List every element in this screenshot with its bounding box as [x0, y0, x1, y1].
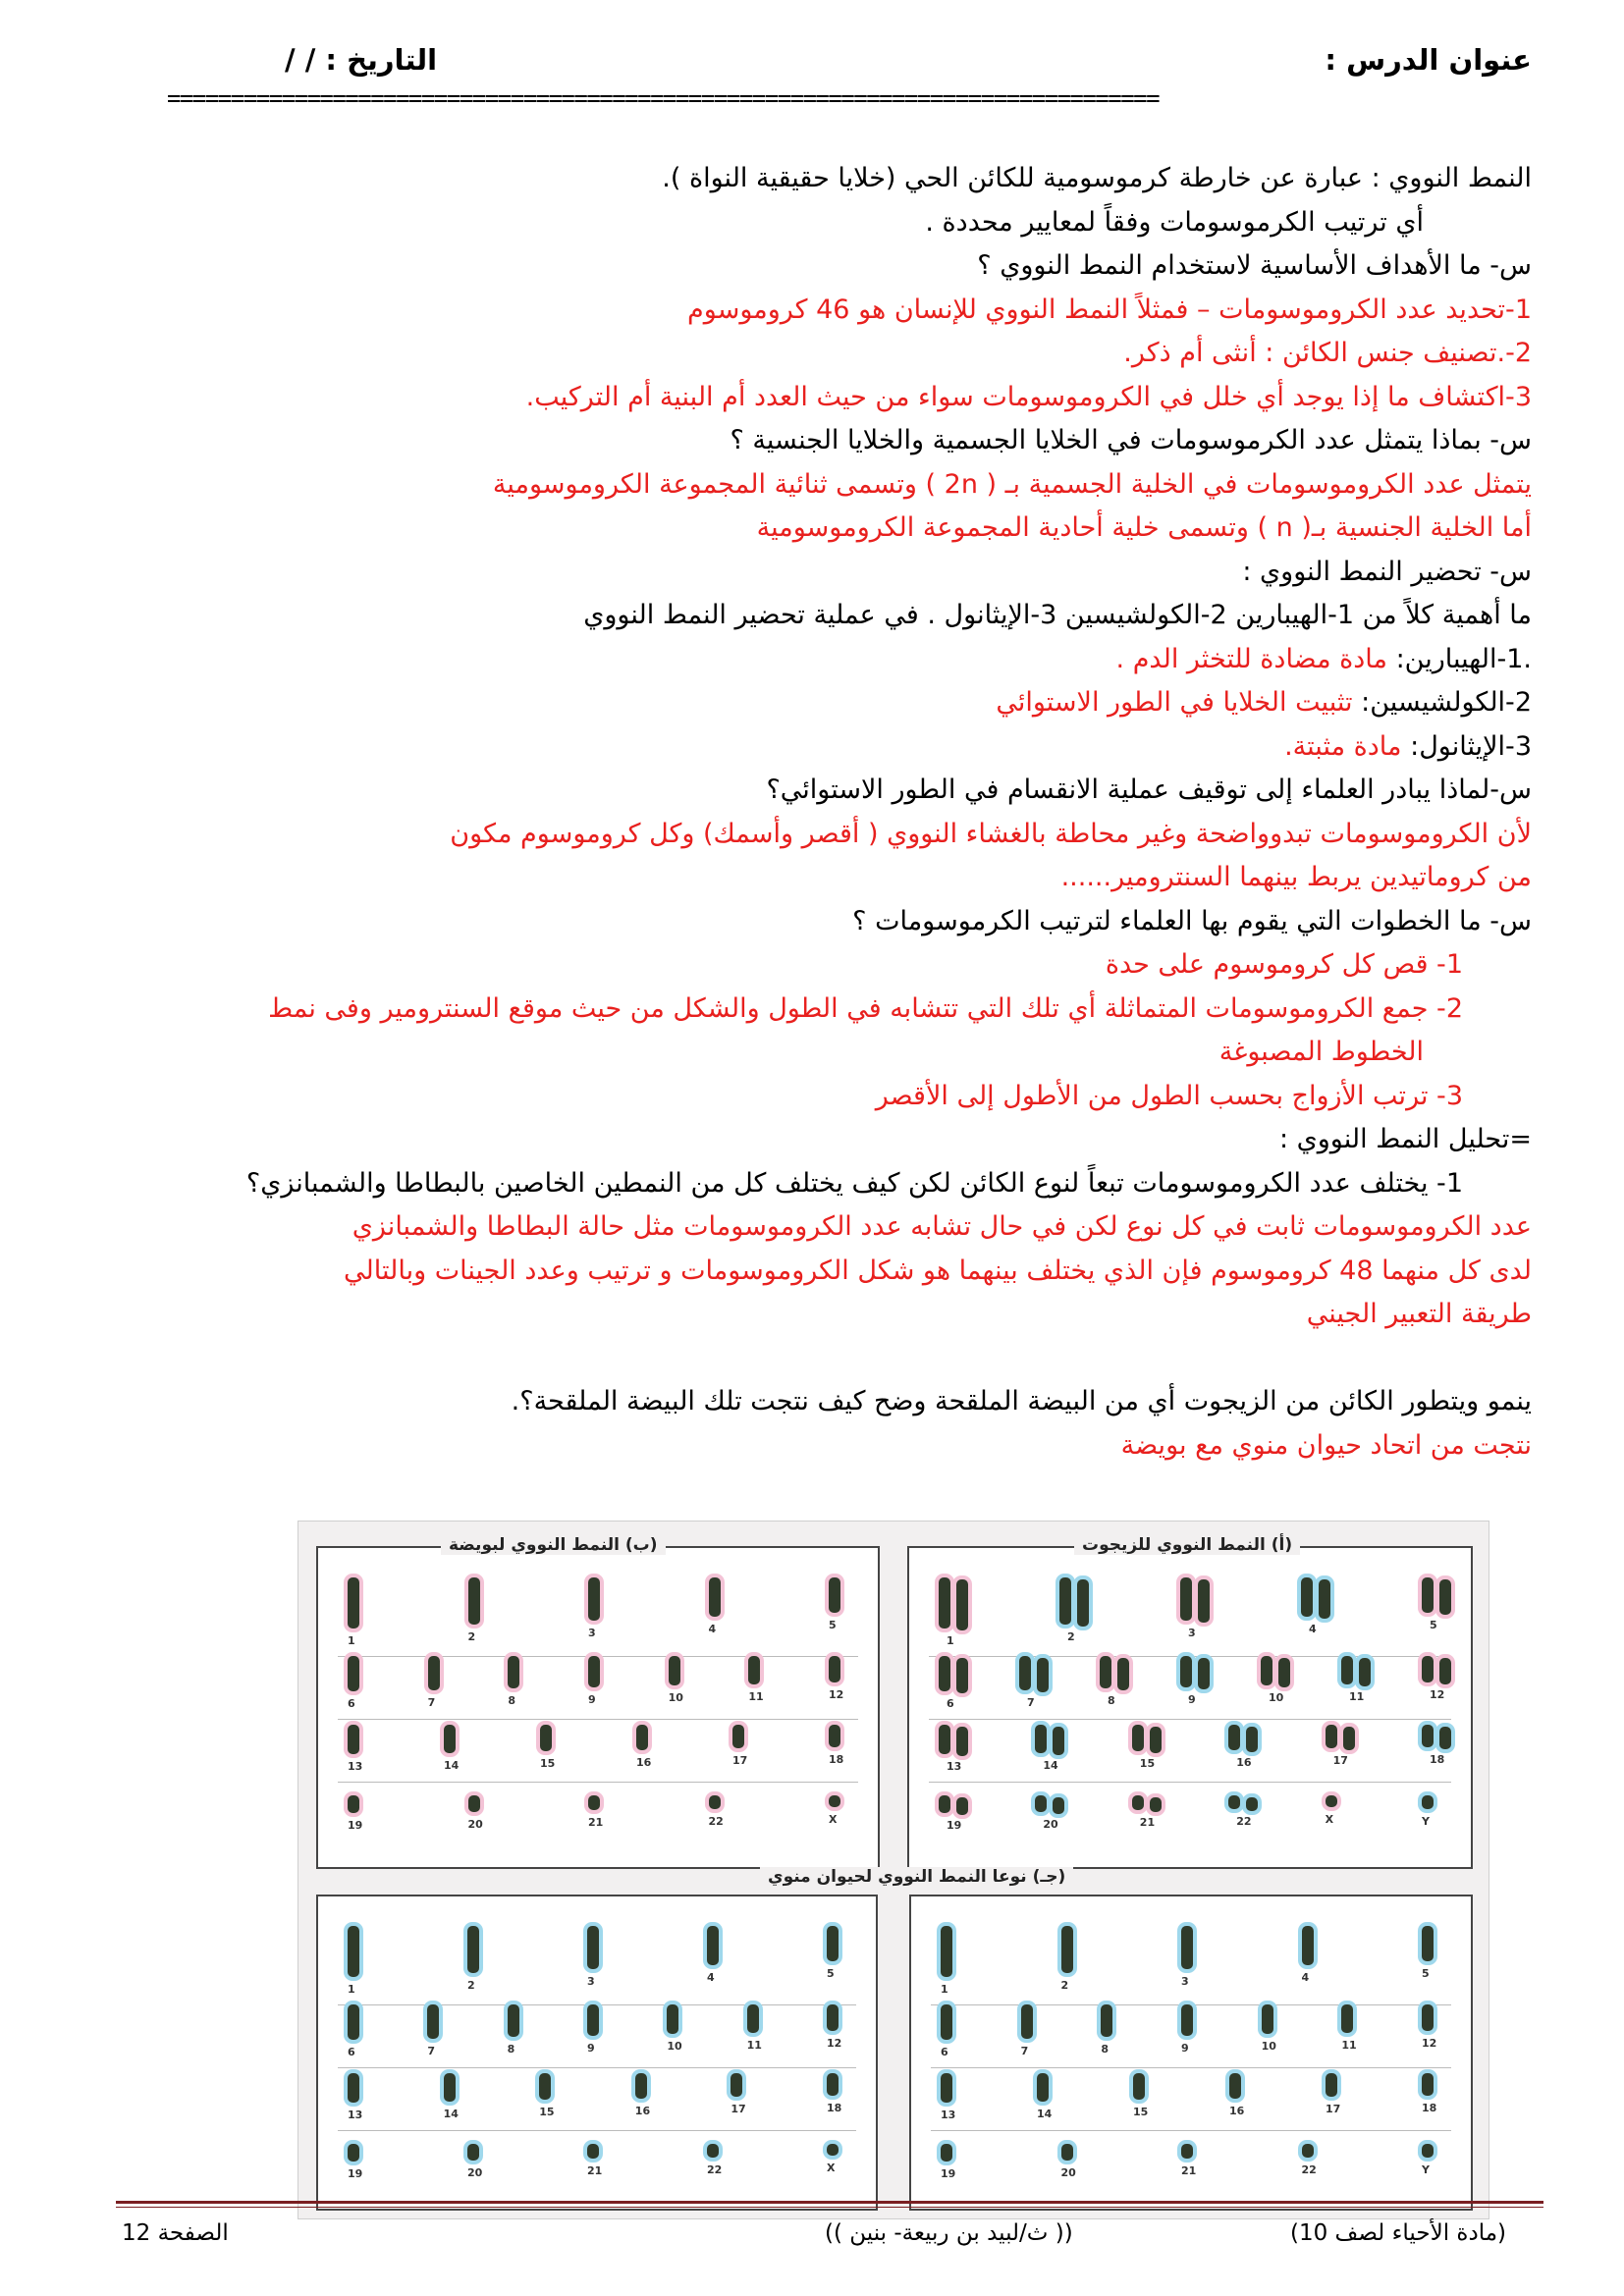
chromosome-number: 8	[508, 1694, 515, 1707]
chromosome	[1181, 2004, 1193, 2036]
chromosome-number: 9	[587, 2041, 595, 2055]
chromosome-number: 6	[348, 1697, 355, 1710]
chromosome	[348, 2004, 359, 2040]
chromosome	[1229, 2073, 1241, 2099]
chromosome-number: 18	[1430, 1752, 1445, 1766]
chromosome	[1198, 1579, 1210, 1623]
chromosome-number: 20	[467, 2165, 483, 2179]
karyotype-figure	[298, 1521, 1489, 2219]
chromosome	[1422, 1795, 1434, 1809]
chromosome-number: 11	[746, 2038, 762, 2052]
chromosome-number: 9	[1188, 1692, 1196, 1706]
chromosome-number: 16	[1236, 1755, 1252, 1769]
chromosome	[468, 1795, 480, 1812]
row-divider	[338, 2130, 856, 2131]
chromosome-number: 8	[507, 2043, 515, 2056]
chromosome	[587, 2144, 599, 2159]
chromosome-number: 20	[1043, 1817, 1058, 1831]
answer-line: لأن الكروموسومات تبدوواضحة وغير محاطة بالغشاء النووي ( أقصر وأسمك) وكل كروموسوم مكون	[450, 818, 1532, 849]
chromosome	[1077, 1579, 1089, 1627]
karyotype-panel-sperm-y	[909, 1895, 1473, 2211]
chromosome	[1061, 2144, 1073, 2161]
panel-title-egg: (ب) النمط النووي لبويضة	[441, 1535, 666, 1555]
chromosome	[939, 1656, 950, 1691]
chromosome	[747, 2004, 759, 2033]
chromosome	[1117, 1658, 1129, 1690]
chromosome	[1326, 2073, 1337, 2097]
chromosome	[588, 1795, 600, 1810]
answer-line: 1-تحديد عدد الكروموسومات – فمثلاً النمط النووي للإنسان هو 46 كروموسوم	[687, 294, 1532, 325]
footer-rule	[116, 2201, 1543, 2204]
chromosome-number: 7	[1020, 2044, 1029, 2057]
row-divider	[931, 2067, 1451, 2068]
row-divider	[338, 1719, 858, 1720]
chromosome	[1037, 2073, 1049, 2102]
chromosome-number: 15	[540, 1757, 556, 1770]
chromosome	[1301, 1577, 1313, 1617]
chromosome	[1180, 1577, 1192, 1621]
chromosome-number: 17	[1326, 2103, 1341, 2115]
chromosome-number: 8	[1108, 1694, 1115, 1707]
chromosome	[1180, 1656, 1192, 1687]
chromosome	[428, 1656, 440, 1690]
chromosome	[348, 1725, 359, 1754]
chromosome	[1422, 1725, 1434, 1747]
karyotype-panel-sperm-x	[316, 1895, 878, 2211]
chromosome-number: 12	[1430, 1688, 1445, 1701]
header-separator: ==============================================================================	[167, 84, 1160, 112]
karyotype-panel-zygote	[907, 1546, 1473, 1869]
chromosome	[467, 1926, 479, 1973]
chromosome	[348, 1926, 359, 1977]
chromosome	[1037, 1658, 1049, 1692]
chromosome	[1422, 1656, 1434, 1682]
lesson-title-label: عنوان الدرس :	[1325, 43, 1532, 77]
chromosome	[1326, 1725, 1337, 1748]
chromosome	[348, 1795, 359, 1813]
chromosome-number: 10	[1261, 2040, 1276, 2053]
chromosome-number: 16	[1229, 2104, 1245, 2117]
chromosome	[827, 2004, 839, 2031]
chromosome	[941, 2144, 952, 2162]
chromosome	[707, 2144, 719, 2158]
chromosome	[427, 2004, 439, 2039]
chromosome	[508, 1656, 519, 1688]
chromosome	[468, 1577, 480, 1625]
chromosome-number: 6	[947, 1697, 954, 1710]
chromosome	[956, 1658, 968, 1693]
chromosome-number: 3	[588, 1627, 596, 1639]
date-label: التاريخ : / /	[285, 43, 438, 77]
chromosome	[1061, 1926, 1073, 1973]
chromosome-number: 15	[1133, 2106, 1149, 2118]
chromosome	[1059, 1577, 1071, 1625]
chromosome	[1035, 1725, 1047, 1753]
chromosome-number: 4	[1309, 1623, 1317, 1635]
chromosome-number: 18	[827, 2101, 842, 2114]
chromosome	[1021, 2004, 1033, 2039]
chromosome	[1053, 1727, 1064, 1755]
chromosome-number: 22	[1301, 2163, 1317, 2176]
chromosome-number: 11	[1341, 2038, 1357, 2052]
footer-rule-thin	[116, 2207, 1543, 2208]
chromosome-number: 12	[829, 1688, 844, 1701]
chromosome	[348, 1577, 359, 1629]
chromosome-number: 5	[1430, 1619, 1437, 1631]
chromosome-number: 22	[1236, 1814, 1252, 1828]
answer-line: 3- ترتب الأزواج بحسب الطول من الأطول إلى الأقصر	[875, 1080, 1463, 1111]
chromosome-number: 19	[947, 1819, 962, 1832]
chromosome-number: 14	[444, 1758, 460, 1772]
chromosome-number: 21	[587, 2164, 603, 2177]
answer-line: لدى كل منهما 48 كروموسوم فإن الذي يختلف بينهما هو شكل الكروموسومات و ترتيب وعدد الجينات وبالتالي	[344, 1255, 1532, 1286]
footer-school: (( ث/لبيد بن ربيعة- بنين ))	[825, 2220, 1073, 2246]
chromosome-number: 17	[732, 1754, 748, 1767]
chromosome-number: 13	[947, 1760, 962, 1773]
chromosome	[508, 2004, 519, 2037]
chromosome	[667, 2004, 678, 2034]
chromosome-number: 4	[707, 1971, 715, 1984]
chromosome-number: 1	[947, 1634, 954, 1647]
chromosome	[1246, 1797, 1258, 1811]
chromosome	[1261, 1656, 1272, 1685]
chromosome-number: 21	[1139, 1816, 1156, 1829]
chromosome	[1439, 1579, 1451, 1615]
chromosome	[444, 1725, 456, 1753]
chromosome	[1422, 1577, 1434, 1613]
chromosome	[588, 1577, 600, 1621]
chromosome	[348, 2144, 359, 2162]
chromosome-number: 10	[668, 1691, 683, 1704]
chromosome	[1326, 1795, 1337, 1807]
chromosome	[829, 1656, 840, 1682]
chromosome-number: 17	[731, 2103, 746, 2115]
chromosome	[829, 1795, 840, 1807]
row-divider	[931, 2130, 1451, 2131]
chromosome-number: 7	[427, 2044, 435, 2057]
answer-line: نتجت من اتحاد حيوان منوي مع بويضة	[1120, 1429, 1532, 1461]
text-line: =تحليل النمط النووي :	[1278, 1124, 1532, 1154]
def-line: 2-الكولشيسين: تثبيت الخلايا في الطور الاستوائي	[996, 687, 1532, 718]
chromosome	[1053, 1797, 1064, 1814]
chromosome	[1422, 1926, 1434, 1961]
chromosome	[636, 1725, 648, 1750]
chromosome	[1150, 1727, 1162, 1753]
chromosome	[1019, 1656, 1031, 1690]
chromosome	[956, 1797, 968, 1815]
chromosome-number: 5	[829, 1619, 837, 1631]
answer-line: أما الخلية الجنسية بـ( n ) وتسمى خلية أحادية المجموعة الكروموسومية	[756, 512, 1532, 543]
text-line	[157, 1337, 1532, 1381]
answer-line: عدد الكروموسومات ثابت في كل نوع لكن في حال تشابه عدد الكروموسومات مثل حالة البطاطا والشمبانزي	[352, 1211, 1532, 1242]
text-line: أي ترتيب الكرموسومات وفقاً لمعايير محددة .	[925, 206, 1424, 238]
chromosome-number: 20	[467, 1817, 483, 1831]
chromosome	[827, 2144, 839, 2156]
chromosome-number: 7	[427, 1695, 436, 1709]
chromosome-number: 21	[588, 1816, 604, 1829]
chromosome	[587, 1926, 599, 1969]
chromosome	[1132, 1725, 1144, 1751]
chromosome	[635, 2073, 647, 2099]
chromosome	[1319, 1579, 1330, 1619]
answer-line: 2-.تصنيف جنس الكائن : أنثى أم ذكر.	[1123, 338, 1532, 368]
chromosome	[939, 1795, 950, 1813]
chromosome-number: 15	[539, 2106, 555, 2118]
chromosome	[1035, 1795, 1047, 1812]
chromosome	[444, 2073, 456, 2102]
chromosome	[956, 1727, 968, 1756]
chromosome-number: 13	[348, 1760, 363, 1773]
chromosome	[539, 2073, 551, 2100]
text-line: س- ما الخطوات التي يقوم بها العلماء لترتيب الكرموسومات ؟	[852, 905, 1532, 936]
chromosome	[1422, 2073, 1434, 2096]
text-line: س-لماذا يبادر العلماء إلى توقيف عملية الانقسام في الطور الاستوائي؟	[766, 774, 1532, 805]
chromosome-number: 14	[1043, 1758, 1058, 1772]
chromosome-number: 1	[348, 1634, 355, 1647]
chromosome-number: 12	[827, 2037, 842, 2050]
chromosome-number: 9	[1181, 2041, 1189, 2055]
chromosome	[1302, 1926, 1314, 1965]
text-line: س- ما الأهداف الأساسية لاستخدام النمط النووي ؟	[977, 250, 1532, 281]
answer-line: 3-اكتشاف ما إذا يوجد أي خلل في الكروموسومات سواء من حيث العدد أم البنية أم التركيب.	[525, 381, 1532, 412]
chromosome-number: 3	[587, 1975, 595, 1988]
chromosome	[1228, 1795, 1240, 1809]
chromosome-number: 16	[634, 2104, 651, 2117]
chromosome	[709, 1577, 721, 1617]
chromosome	[669, 1656, 680, 1685]
chromosome	[1341, 1656, 1353, 1684]
chromosome	[941, 2004, 952, 2040]
chromosome	[1439, 1727, 1451, 1749]
row-divider	[929, 1719, 1451, 1720]
text-line: 1- يختلف عدد الكروموسومات تبعاً لنوع الكائن لكن كيف يختلف كل من النمطين الخاصين بالبطاطا والشمبانزي؟	[245, 1167, 1463, 1199]
chromosome	[829, 1725, 840, 1747]
chromosome	[939, 1577, 950, 1629]
def-line: 3-الإيثانول: مادة مثبتة.	[1284, 730, 1532, 762]
text-line: ما أهمية كلاً من 1-الهيبارين 2-الكولشيسين 3-الإيثانول . في عملية تحضير النمط النووي	[583, 600, 1532, 630]
chromosome	[1133, 2073, 1145, 2100]
chromosome-number: 11	[748, 1689, 764, 1703]
chromosome-number: 15	[1139, 1757, 1156, 1770]
chromosome-number: 5	[1422, 1967, 1430, 1980]
text-line: س- تحضير النمط النووي :	[1242, 556, 1532, 587]
chromosome	[941, 2073, 952, 2103]
chromosome-number: 20	[1060, 2165, 1076, 2179]
chromosome	[1100, 1656, 1111, 1688]
chromosome-number: 7	[1027, 1695, 1035, 1709]
chromosome	[467, 2144, 479, 2161]
answer-line: 1- قص كل كروموسوم على حدة	[1105, 949, 1463, 980]
chromosome	[1101, 2004, 1112, 2037]
chromosome-number: 4	[708, 1623, 717, 1635]
chromosome-number: 5	[827, 1967, 835, 1980]
chromosome-number: 8	[1101, 2043, 1109, 2056]
chromosome-number: 18	[829, 1752, 844, 1766]
chromosome-number: 1	[348, 1983, 355, 1996]
chromosome-number: 19	[348, 1819, 363, 1832]
chromosome	[1439, 1658, 1451, 1684]
chromosome	[827, 2073, 839, 2096]
chromosome-number: 10	[1269, 1691, 1284, 1704]
chromosome	[827, 1926, 839, 1961]
chromosome-number: 22	[708, 1814, 724, 1828]
chromosome	[732, 1725, 744, 1748]
chromosome-number: 13	[941, 2109, 956, 2121]
chromosome	[587, 2004, 599, 2036]
text-line: ينمو ويتطور الكائن من الزيجوت أي من البيضة الملقحة وضح كيف نتجت تلك البيضة الملقحة؟.	[511, 1386, 1532, 1416]
chromosome-number: 1	[941, 1983, 948, 1996]
def-line: .1-الهيبارين: مادة مضادة للتخثر الدم .	[1115, 643, 1532, 674]
lesson-body	[157, 157, 1532, 1468]
chromosome-number: Y	[1422, 2163, 1430, 2176]
chromosome	[1422, 2144, 1434, 2158]
chromosome-number: 2	[467, 1979, 475, 1992]
chromosome-number: Y	[1422, 1815, 1430, 1828]
chromosome	[1262, 2004, 1273, 2034]
chromosome	[1246, 1727, 1258, 1752]
chromosome	[1198, 1658, 1210, 1689]
chromosome-number: 2	[467, 1630, 476, 1643]
chromosome-number: 14	[1037, 2107, 1053, 2120]
row-divider	[338, 1782, 858, 1783]
chromosome-number: 22	[707, 2163, 723, 2176]
karyotype-panel-egg	[316, 1546, 880, 1869]
chromosome	[707, 1926, 719, 1965]
chromosome	[956, 1579, 968, 1630]
chromosome-number: 12	[1422, 2037, 1437, 2050]
text-line: النمط النووي : عبارة عن خارطة كرموسومية للكائن الحي (خلايا حقيقية النواة ).	[662, 163, 1532, 193]
chromosome-number: 2	[1060, 1979, 1069, 1992]
answer-line: من كروماتيدين يربط بينهما السنترومير......	[1060, 862, 1532, 892]
chromosome	[1343, 1727, 1355, 1750]
chromosome-number: X	[827, 2162, 836, 2174]
chromosome-number: 2	[1067, 1630, 1075, 1643]
chromosome-number: X	[1325, 1813, 1334, 1826]
chromosome	[939, 1725, 950, 1754]
chromosome	[731, 2073, 742, 2097]
chromosome	[540, 1725, 552, 1751]
chromosome	[1228, 1725, 1240, 1750]
chromosome-number: X	[829, 1813, 838, 1826]
chromosome	[1150, 1797, 1162, 1812]
row-divider	[338, 2067, 856, 2068]
chromosome	[941, 1926, 952, 1977]
chromosome-number: 6	[348, 2046, 355, 2058]
chromosome	[348, 1656, 359, 1691]
answer-line: 2- جمع الكروموسومات المتماثلة أي تلك التي تتشابه في الطول والشكل من حيث موقع السنترومير وفى نمط	[268, 992, 1463, 1024]
chromosome-number: 3	[1181, 1975, 1189, 1988]
chromosome	[348, 2073, 359, 2103]
chromosome-number: 6	[941, 2046, 948, 2058]
chromosome-number: 18	[1422, 2101, 1437, 2114]
chromosome	[1359, 1658, 1371, 1686]
panel-title-sperm: (جـ) نوعا النمط النووي لحيوان منوي	[760, 1867, 1073, 1887]
chromosome-number: 13	[348, 2109, 363, 2121]
footer-page-number: الصفحة 12	[122, 2220, 229, 2246]
chromosome-number: 21	[1181, 2164, 1197, 2177]
panel-title-zygote: (أ) النمط النووي للزيجوت	[1074, 1535, 1300, 1555]
chromosome	[748, 1656, 760, 1684]
chromosome	[588, 1656, 600, 1687]
chromosome	[709, 1795, 721, 1809]
chromosome	[1341, 2004, 1353, 2033]
chromosome-number: 16	[636, 1755, 652, 1769]
chromosome	[1278, 1658, 1290, 1687]
chromosome-number: 14	[443, 2107, 459, 2120]
chromosome-number: 19	[941, 2167, 956, 2180]
chromosome	[1422, 2004, 1434, 2031]
footer-subject: (مادة الأحياء لصف 10)	[1289, 2220, 1506, 2246]
chromosome	[1302, 2144, 1314, 2158]
answer-line: الخطوط المصبوغة	[1218, 1037, 1424, 1067]
answer-line: طريقة التعبير الجيني	[1306, 1299, 1532, 1329]
chromosome	[1132, 1795, 1144, 1810]
text-line: س- بماذا يتمثل عدد الكرموسومات في الخلايا الجسمية والخلايا الجنسية ؟	[730, 425, 1532, 455]
chromosome-number: 9	[588, 1692, 596, 1706]
chromosome	[829, 1577, 840, 1613]
chromosome-number: 19	[348, 2167, 363, 2180]
chromosome-number: 3	[1188, 1627, 1196, 1639]
row-divider	[929, 1782, 1451, 1783]
chromosome	[1181, 2144, 1193, 2159]
chromosome-number: 10	[667, 2040, 682, 2053]
answer-line: يتمثل عدد الكروموسومات في الخلية الجسمية بـ ( 2n ) وتسمى ثنائية المجموعة الكروموسومية	[492, 468, 1532, 500]
chromosome-number: 4	[1301, 1971, 1310, 1984]
chromosome	[1181, 1926, 1193, 1969]
chromosome-number: 17	[1332, 1754, 1348, 1767]
chromosome-number: 11	[1349, 1689, 1365, 1703]
